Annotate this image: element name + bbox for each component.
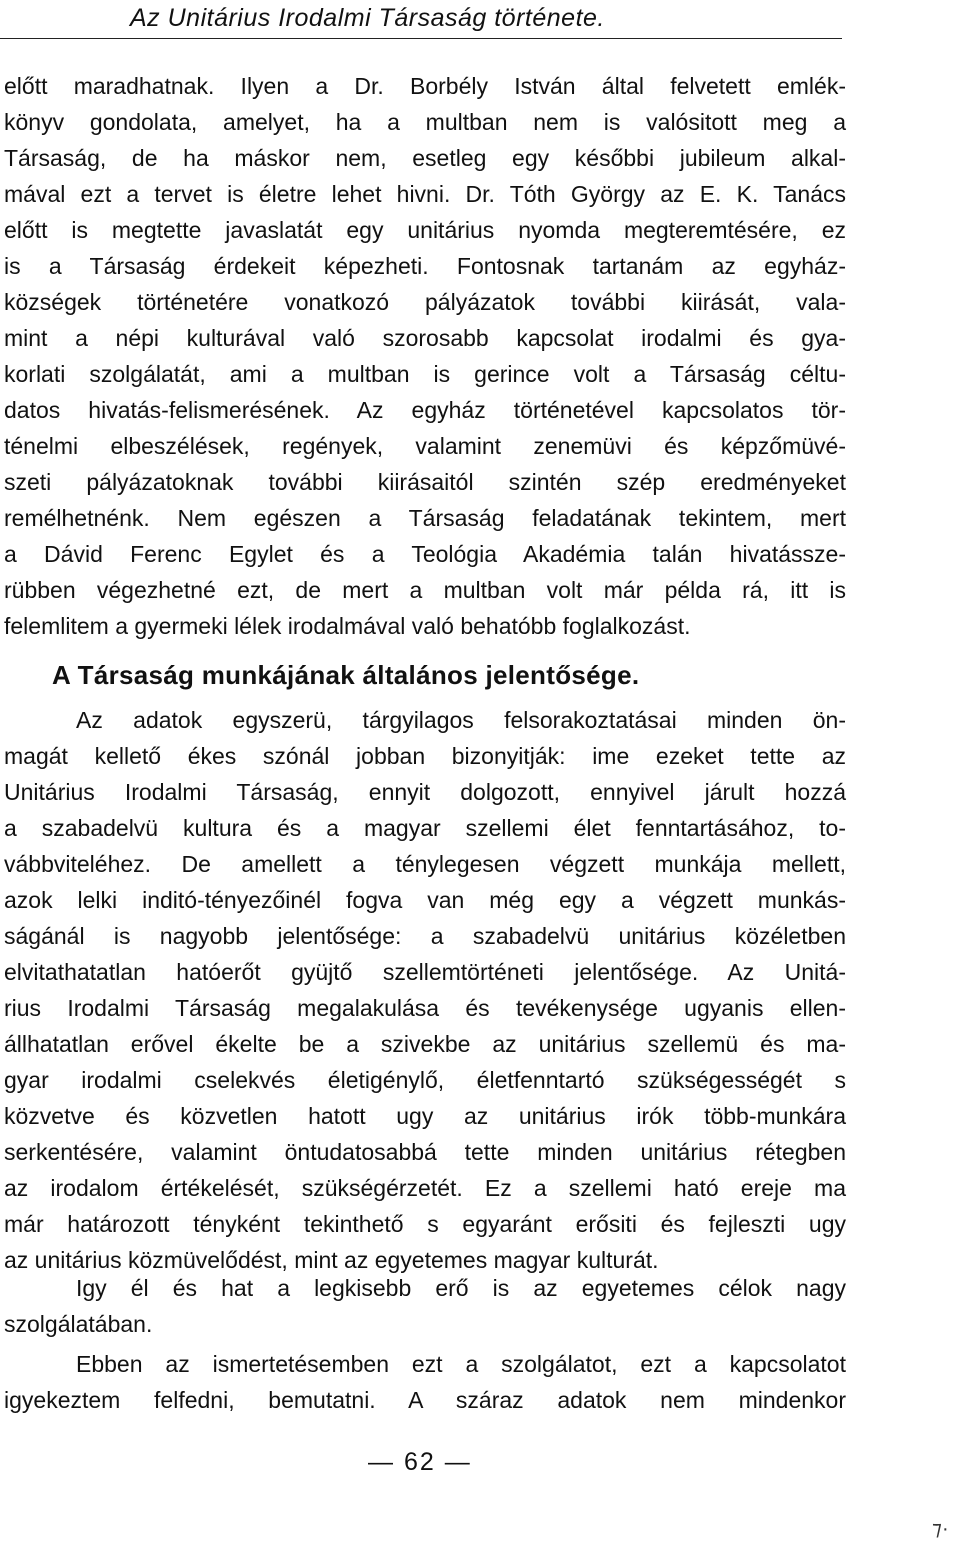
- text-line: ságánál is nagyobb jelentősége: a szabadelvü unitárius közéletben: [4, 923, 846, 949]
- text-line: elvitathatatlan hatóerőt gyüjtő szellemtörténeti jelentősége. Az Unitá-: [4, 959, 846, 985]
- text-line: korlati szolgálatát, ami a multban is gerince volt a Társaság céltu-: [4, 361, 846, 387]
- margin-mark: ⁊·: [932, 1518, 949, 1540]
- text-line: Társaság, de ha máskor nem, esetleg egy későbbi jubileum alkal-: [4, 145, 846, 171]
- text-line: a Dávid Ferenc Egylet és a Teológia Akadémia talán hivatássze-: [4, 541, 846, 567]
- text-line: magát kellető ékes szónál jobban bizonyitják: ime ezeket tette az: [4, 743, 846, 769]
- paragraph-closing: [4, 1346, 846, 1418]
- text-line: Az adatok egyszerü, tárgyilagos felsorakoztatásai minden ön-: [76, 707, 846, 733]
- text-line: Igy él és hat a legkisebb erő is az egyetemes célok nagy: [76, 1275, 846, 1301]
- text-line: az unitárius közmüvelődést, mint az egyetemes magyar kulturát.: [4, 1247, 659, 1273]
- text-line: a szabadelvü kultura és a magyar szellemi élet fenntartásához, to-: [4, 815, 846, 841]
- page-number: — 62 —: [368, 1448, 472, 1476]
- text-line: szeti pályázatoknak további kiirásaitól szintén szép eredményeket: [4, 469, 846, 495]
- section-heading: A Társaság munkájának általános jelentősége.: [52, 660, 640, 690]
- text-line: igyekeztem felfedni, bemutatni. A száraz adatok nem mindenkor: [4, 1387, 846, 1413]
- text-line: könyv gondolata, amelyet, ha a multban nem is valósitott meg a: [4, 109, 846, 135]
- text-line: vábbviteléhez. De amellett a ténylegesen végzett munkája mellett,: [4, 851, 846, 877]
- text-line: mint a népi kulturával való szorosabb kapcsolat irodalmi és gya-: [4, 325, 846, 351]
- text-line: az irodalom értékelését, szükségérzetét. Ez a szellemi ható ereje ma: [4, 1175, 846, 1201]
- text-line: mával ezt a tervet is életre lehet hivni. Dr. Tóth György az E. K. Tanács: [4, 181, 846, 207]
- text-line: szolgálatában.: [4, 1311, 153, 1337]
- text-line: datos hivatás-felismerésének. Az egyház történetével kapcsolatos tör-: [4, 397, 846, 423]
- text-line: községek történetére vonatkozó pályázatok további kiirását, vala-: [4, 289, 846, 315]
- text-line: felemlitem a gyermeki lélek irodalmával való behatóbb foglalkozást.: [4, 613, 691, 639]
- text-line: állhatatlan erővel ékelte be a szivekbe az unitárius szellemü és ma-: [4, 1031, 846, 1057]
- text-line: serkentésére, valamint öntudatosabbá tette minden unitárius rétegben: [4, 1139, 846, 1165]
- running-head: Az Unitárius Irodalmi Társaság története.: [130, 4, 605, 32]
- text-line: rius Irodalmi Társaság megalakulása és tevékenysége ugyanis ellen-: [4, 995, 846, 1021]
- text-line: ténelmi elbeszélések, regények, valamint zenemüvi és képzőmüvé-: [4, 433, 846, 459]
- text-line: gyar irodalmi cselekvés életigénylő, életfenntartó szükségességét s: [4, 1067, 846, 1093]
- text-line: Unitárius Irodalmi Társaság, ennyit dolgozott, ennyivel járult hozzá: [4, 779, 846, 805]
- paragraph-continuation: [4, 68, 846, 644]
- text-line: már határozott tényként tekinthető s egyaránt erősiti és fejleszti ugy: [4, 1211, 846, 1237]
- text-line: közvetve és közvetlen hatott ugy az unitárius irók több-munkára: [4, 1103, 846, 1129]
- text-line: remélhetnénk. Nem egészen a Társaság feladatának tekintem, mert: [4, 505, 846, 531]
- text-line: is a Társaság érdekeit képezheti. Fontosnak tartanám az egyház-: [4, 253, 846, 279]
- text-line: Ebben az ismertetésemben ezt a szolgálatot, ezt a kapcsolatot: [76, 1351, 846, 1377]
- paragraph-service: [4, 1270, 846, 1342]
- text-line: előtt is megtette javaslatát egy unitárius nyomda megteremtésére, ez: [4, 217, 846, 243]
- paragraph-significance: [4, 702, 846, 1278]
- text-line: rübben végezhetné ezt, de mert a multban volt már példa rá, itt is: [4, 577, 846, 603]
- text-line: azok lelki inditó-tényezőinél fogva van még egy a végzett munkás-: [4, 887, 846, 913]
- header-rule: [0, 38, 842, 39]
- text-line: előtt maradhatnak. Ilyen a Dr. Borbély István által felvetett emlék-: [4, 73, 846, 99]
